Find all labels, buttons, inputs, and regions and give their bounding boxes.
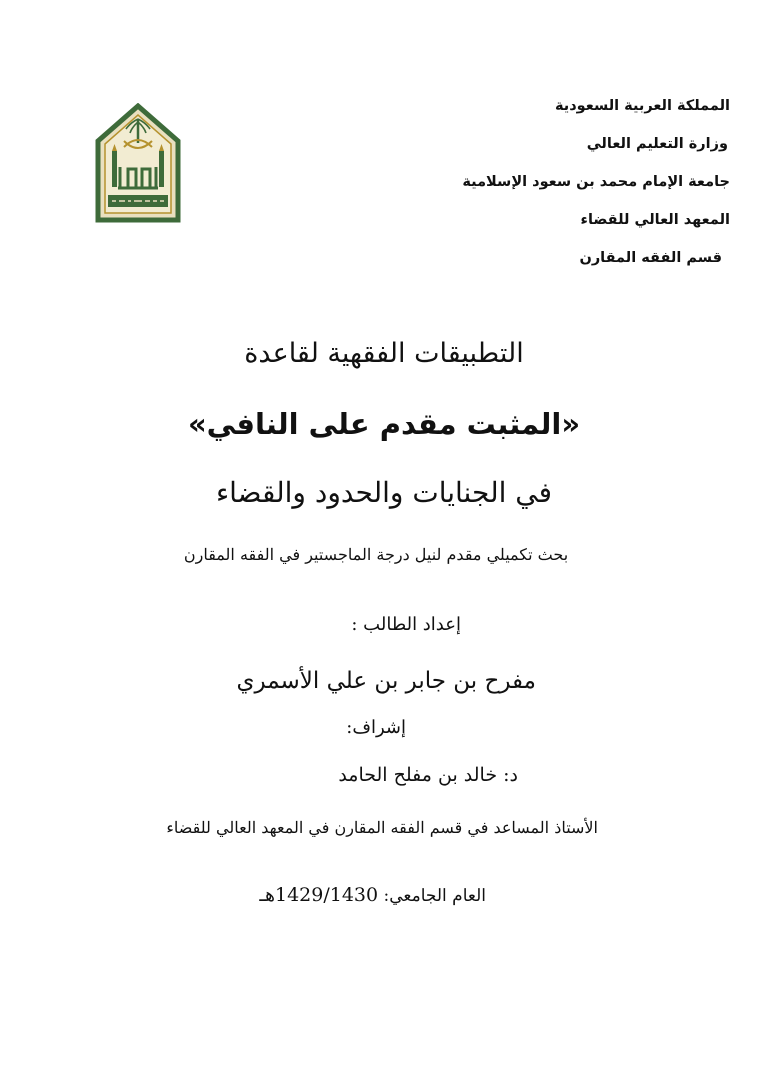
thesis-subtitle: بحث تكميلي مقدم لنيل درجة الماجستير في الفقه المقارن bbox=[183, 545, 569, 564]
header-institute: المعهد العالي للقضاء bbox=[580, 212, 730, 228]
student-name: مفرح بن جابر بن علي الأسمري bbox=[236, 668, 536, 694]
header-university: جامعة الإمام محمد بن سعود الإسلامية bbox=[462, 174, 730, 190]
supervisor-name: د: خالد بن مفلح الحامد bbox=[338, 764, 518, 786]
imam-university-logo-icon bbox=[92, 103, 184, 223]
title-line-3: في الجنايات والحدود والقضاء bbox=[215, 476, 553, 509]
header-ministry: وزارة التعليم العالي bbox=[586, 136, 728, 152]
supervisor-title: الأستاذ المساعد في قسم الفقه المقارن في المعهد العالي للقضاء bbox=[166, 818, 598, 837]
academic-year bbox=[259, 884, 486, 906]
header-department: قسم الفقه المقارن bbox=[579, 250, 722, 266]
title-line-2: «المثبت مقدم على النافي» bbox=[187, 407, 581, 441]
header-country: المملكة العربية السعودية bbox=[555, 98, 730, 114]
supervision-label: إشراف: bbox=[346, 717, 406, 738]
prepared-by-label: إعداد الطالب : bbox=[351, 614, 461, 635]
academic-year-label: العام الجامعي: bbox=[383, 886, 486, 906]
institution-header bbox=[400, 92, 730, 282]
academic-year-value: 1429/1430هـ bbox=[259, 884, 379, 906]
title-line-1: التطبيقات الفقهية لقاعدة bbox=[244, 338, 524, 369]
